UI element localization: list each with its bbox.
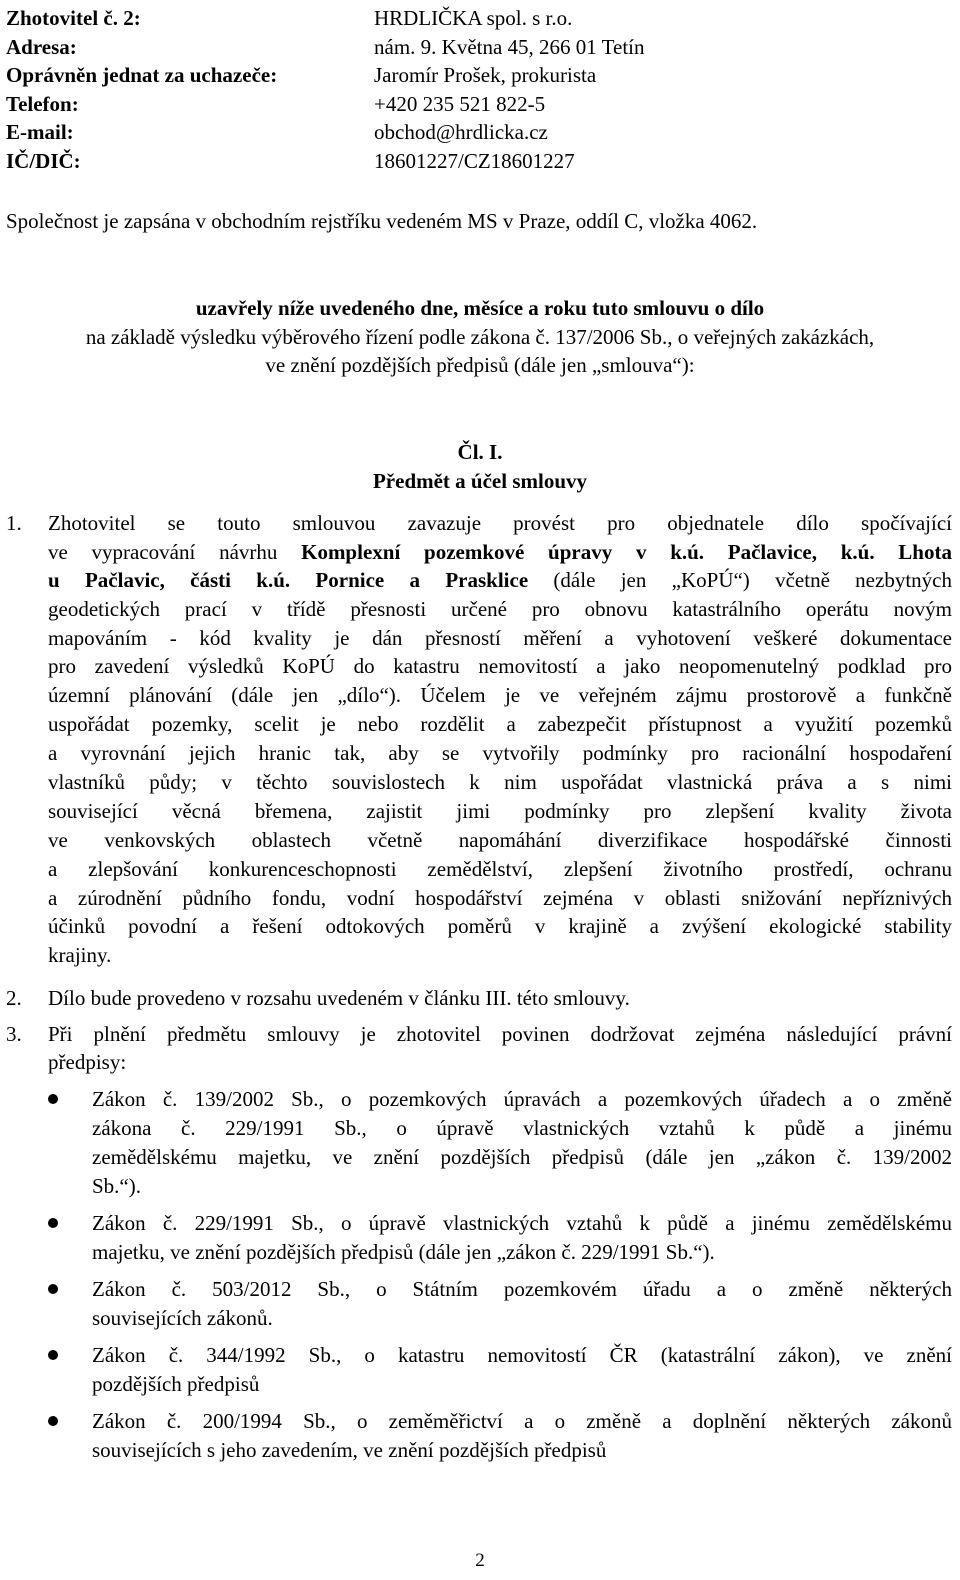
ic-dic-value: 18601227/CZ18601227	[374, 149, 575, 173]
bullet-icon	[48, 1094, 58, 1104]
law-line: zákona č. 229/1991 Sb., o úpravě vlastnických vztahů k půdě a jinému	[92, 1116, 952, 1140]
project-name: Komplexní pozemkové úpravy v k.ú. Pačlavice, k.ú. Lhota	[301, 540, 952, 564]
authorized-label: Oprávněn jednat za uchazeče:	[6, 63, 278, 87]
email-value: obchod@hrdlicka.cz	[374, 120, 548, 144]
page-number: 2	[475, 1550, 485, 1571]
item-line: krajiny.	[48, 943, 112, 967]
law-line: pozdějších předpisů	[92, 1372, 260, 1396]
item-line: ve venkovských oblastech včetně napomáhání diverzifikace hospodářské činnosti	[48, 828, 952, 852]
item-line	[48, 538, 952, 567]
law-line: Zákon č. 229/1991 Sb., o úpravě vlastnických vztahů k půdě a jinému zemědělskému	[92, 1211, 952, 1235]
address-value: nám. 9. Května 45, 266 01 Tetín	[374, 35, 645, 59]
item-line: Při plnění předmětu smlouvy je zhotovitel povinen dodržovat zejména následující právní	[48, 1022, 952, 1046]
item-line: vlastníků půdy; v těchto souvislostech k nim uspořádat vlastnická práva a s nimi	[48, 770, 952, 794]
item-line: pro zavedení výsledků KoPÚ do katastru nemovitostí a jako neopomenutelný podklad pro	[48, 654, 952, 678]
item-line: předpisy:	[48, 1050, 127, 1074]
law-line: souvisejících s jeho zavedením, ve znění pozdějších předpisů	[92, 1438, 607, 1462]
registry-note: Společnost je zapsána v obchodním rejstříku vedeném MS v Praze, oddíl C, vložka 4062.	[6, 209, 758, 233]
item-line: územní plánování (dále jen „dílo“). Účelem je ve veřejném zájmu prostorově a funkčně	[48, 683, 952, 707]
phone-label: Telefon:	[6, 92, 79, 116]
item-number: 2.	[6, 986, 22, 1010]
law-line: majetku, ve znění pozdějších předpisů (dále jen „zákon č. 229/1991 Sb.“).	[92, 1240, 715, 1264]
law-line: Sb.“).	[92, 1174, 141, 1198]
authorized-value: Jaromír Prošek, prokurista	[374, 63, 597, 87]
law-line: souvisejících zákonů.	[92, 1306, 273, 1330]
law-line: Zákon č. 139/2002 Sb., o pozemkových úpravách a pozemkových úřadech a o změně	[92, 1087, 952, 1111]
item-number: 1.	[6, 511, 22, 535]
item-line: a zúrodnění půdního fondu, vodní hospodářství zejména v oblasti snižování nepříznivých	[48, 886, 952, 910]
item-line: a vyrovnání jejich hranic tak, aby se vytvořily podmínky pro racionální hospodaření	[48, 741, 952, 765]
item-line: účinků povodní a řešení odtokových poměrů v krajině a zvýšení ekologické stability	[48, 914, 952, 938]
contractor-label: Zhotovitel č. 2:	[6, 6, 141, 30]
article-number: Čl. I.	[457, 440, 503, 464]
phone-value: +420 235 521 822-5	[374, 92, 546, 116]
item-line	[48, 566, 952, 595]
item-line: související věcná břemena, zajistit jimi podmínky pro zlepšení kvality života	[48, 799, 952, 823]
item-text: (dále jen „KoPÚ“) včetně nezbytných	[528, 568, 952, 592]
intro-line-1: uzavřely níže uvedeného dne, měsíce a roku tuto smlouvu o dílo	[195, 296, 765, 320]
bullet-icon	[48, 1350, 58, 1360]
law-line: Zákon č. 344/1992 Sb., o katastru nemovitostí ČR (katastrální zákon), ve znění	[92, 1343, 952, 1367]
item-text: ve vypracování návrhu	[48, 540, 302, 564]
ic-dic-label: IČ/DIČ:	[6, 149, 81, 173]
law-line: zemědělskému majetku, ve znění pozdějších předpisů (dále jen „zákon č. 139/2002	[92, 1145, 952, 1169]
contractor-value: HRDLIČKA spol. s r.o.	[374, 6, 573, 30]
bullet-icon	[48, 1218, 58, 1228]
item-line: geodetických prací v třídě přesnosti určené pro obnovu katastrálního operátu novým	[48, 597, 952, 621]
article-title: Předmět a účel smlouvy	[372, 469, 588, 493]
item-line: a zlepšování konkurenceschopnosti zemědělství, zlepšení životního prostředí, ochranu	[48, 857, 952, 881]
item-number: 3.	[6, 1022, 22, 1046]
bullet-icon	[48, 1284, 58, 1294]
law-line: Zákon č. 503/2012 Sb., o Státním pozemkovém úřadu a o změně některých	[92, 1277, 952, 1301]
intro-line-2: na základě výsledku výběrového řízení podle zákona č. 137/2006 Sb., o veřejných zakázkách,	[85, 325, 875, 349]
item-line: Zhotovitel se touto smlouvou zavazuje provést pro objednatele dílo spočívající	[48, 511, 952, 535]
address-label: Adresa:	[6, 35, 77, 59]
item-line: Dílo bude provedeno v rozsahu uvedeném v článku III. této smlouvy.	[48, 986, 630, 1010]
email-label: E-mail:	[6, 120, 74, 144]
item-line: uspořádat pozemky, scelit je nebo rozdělit a zabezpečit přístupnost a využití pozemků	[48, 712, 952, 736]
law-line: Zákon č. 200/1994 Sb., o zeměměřictví a o změně a doplnění některých zákonů	[92, 1409, 952, 1433]
item-line: mapováním - kód kvality je dán přesností měření a vyhotovení veškeré dokumentace	[48, 626, 952, 650]
project-name-cont: u Pačlavic, části k.ú. Pornice a Prasklice	[48, 568, 529, 592]
bullet-icon	[48, 1416, 58, 1426]
intro-line-3: ve znění pozdějších předpisů (dále jen „smlouva“):	[265, 353, 695, 377]
